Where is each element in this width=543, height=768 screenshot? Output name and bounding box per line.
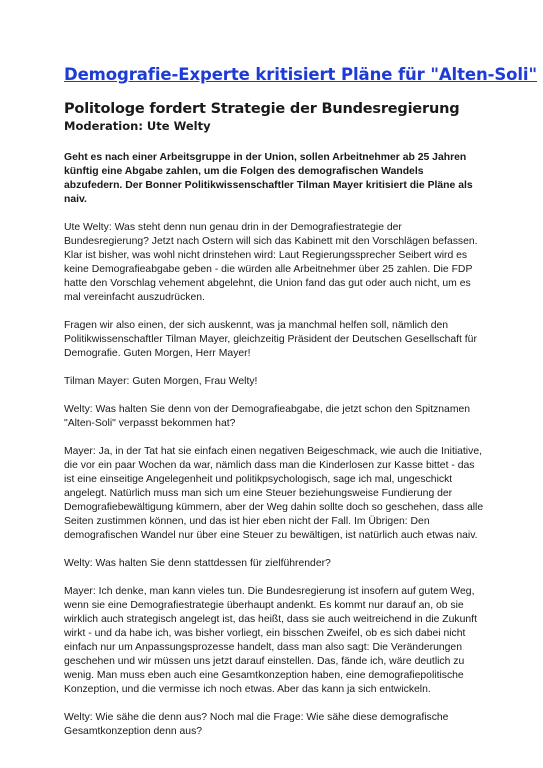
paragraph-6: Welty: Was halten Sie denn stattdessen für zielführender? (64, 558, 331, 569)
article-subtitle: Politologe fordert Strategie der Bundesregierung (64, 101, 460, 117)
moderation-credit: Moderation: Ute Welty (64, 119, 211, 133)
paragraph-4: Welty: Was halten Sie denn von der Demografieabgabe, die jetzt schon den Spitznamen "Alten-Soli" verpasst bekommen hat? (64, 404, 471, 429)
paragraph-2: Fragen wir also einen, der sich auskennt, was ja manchmal helfen soll, nämlich den Politikwissenschaftler Tilman Mayer, gleichzeitig Präsident der Deutschen Gesellschaft für Demografie. Guten Morgen, Herr Mayer! (64, 320, 477, 359)
paragraph-3: Tilman Mayer: Guten Morgen, Frau Welty! (64, 376, 258, 387)
paragraph-7: Mayer: Ich denke, man kann vieles tun. Die Bundesregierung ist insofern auf gutem Weg, wenn sie eine Demografiestrategie überhaupt andenkt. Es kommt nur darauf an, ob sie wirklich auch strategisch angelegt ist, das heißt, dass sie auch weitreichend in die Zukunft wirkt - und da habe ich, was bisher vorliegt, ein bisschen Zweifel, ob es sich dabei nicht einfach nur um Anpassungsprozesse handelt, dass man also sagt: Die Veränderungen geschehen und wir müssen uns jetzt darauf einstellen. Das, fände ich, wäre deutlich zu wenig. Man muss eben auch eine Gesamtkonzeption haben, eine demografiepolitische Konzeption, und die vermisse ich noch etwas. Aber das kann ja sich entwickeln. (64, 586, 477, 695)
paragraph-1: Ute Welty: Was steht denn nun genau drin in der Demografiestrategie der Bundesregierung? Jetzt nach Ostern will sich das Kabinett mit den Vorschlägen befassen. Klar ist bisher, was wohl nicht drinstehen wird: Laut Regierungssprecher Seibert wird es keine Demografieabgabe geben - die würden alle Arbeitnehmer über 25 zahlen. Die FDP hatte den Vorschlag vehement abgelehnt, die Union fand das gut oder auch nicht, um es mal vereinfacht auszudrücken. (64, 222, 478, 303)
article-title-link[interactable]: Demografie-Experte kritisiert Pläne für "Alten-Soli" (64, 65, 537, 84)
paragraph-5: Mayer: Ja, in der Tat hat sie einfach einen negativen Beigeschmack, wie auch die Initiative, die vor ein paar Wochen da war, nämlich dass man die Kinderlosen zur Kasse bittet - das ist eine einseitige Angelegenheit und politikpsychologisch, sage ich mal, ungeschickt angelegt. Natürlich muss man sich um eine Steuer beziehungsweise Fundierung der Demografiebewältigung kümmern, aber der Weg dahin sollte doch so geschehen, dass alle Seiten zustimmen können, und das ist hier eben nicht der Fall. Im Übrigen: Den demografischen Wandel nur über eine Steuer zu bewältigen, ist natürlich auch etwas naiv. (64, 446, 484, 541)
document-page (64, 64, 537, 753)
paragraph-8: Welty: Wie sähe die denn aus? Noch mal die Frage: Wie sähe diese demografische Gesamtkonzeption denn aus? (64, 712, 449, 737)
article-intro: Geht es nach einer Arbeitsgruppe in der Union, sollen Arbeitnehmer ab 25 Jahren künftig eine Abgabe zahlen, um die Folgen des demografischen Wandels abzufedern. Der Bonner Politikwissenschaftler Tilman Mayer kritisiert die Pläne als naiv. (64, 152, 473, 205)
